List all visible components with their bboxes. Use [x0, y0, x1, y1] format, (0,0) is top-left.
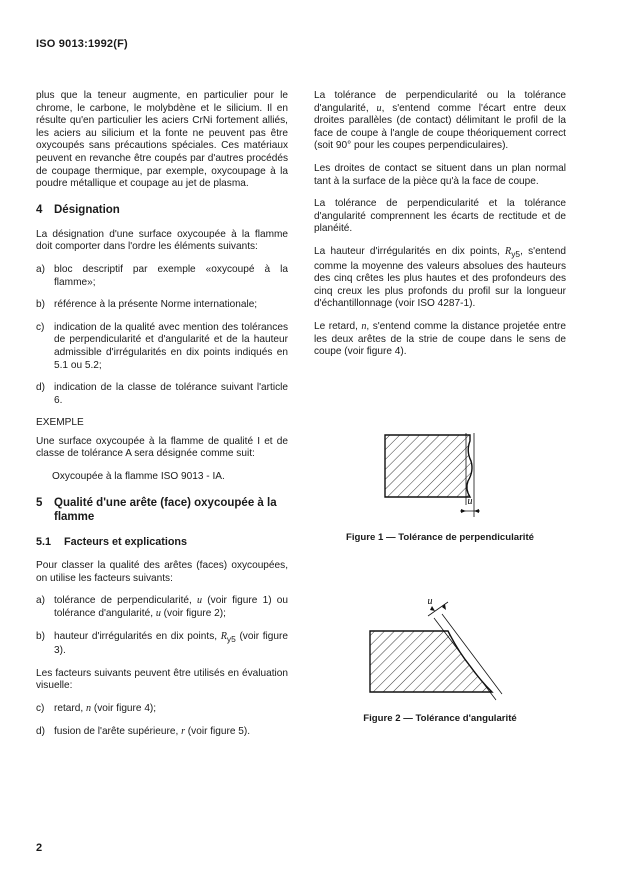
visual-intro: Les facteurs suivants peuvent être utilisés en évaluation visuelle:: [36, 667, 288, 692]
subsection-5-1-heading: [36, 536, 288, 549]
list-label: a): [36, 263, 45, 275]
section-title: Qualité d'une arête (face) oxycoupée à la flamme: [54, 496, 277, 523]
list-item: [36, 322, 288, 372]
list-label: c): [36, 321, 45, 333]
list-label: d): [36, 725, 45, 737]
list-text: tolérance de perpendicularité, u (voir figure 1) ou tolérance d'angularité, u (voir figure 2);: [54, 595, 289, 620]
list-label: c): [36, 703, 45, 715]
workpiece-section: [385, 435, 472, 497]
section-4-intro: La désignation d'une surface oxycoupée à la flamme doit comporter dans l'ordre les éléments suivants:: [36, 228, 288, 253]
list-item: [36, 726, 288, 739]
right-column: [314, 90, 566, 369]
figure-2-diagram: [350, 596, 530, 706]
example-text: Une surface oxycoupée à la flamme de qualité I et de classe de tolérance A sera désignée comme suit:: [36, 435, 288, 460]
section-title: Désignation: [54, 203, 120, 216]
paragraph-contact-lines: Les droites de contact se situent dans un plan normal tant à la surface de la pièce qu'à la face de coupe.: [314, 162, 566, 187]
list-item: [36, 264, 288, 289]
subsection-title: Facteurs et explications: [64, 535, 188, 548]
section-number: 5: [36, 496, 43, 509]
paragraph-drag: Le retard, n, s'entend comme la distance projetée entre les deux arêtes de la strie de coupe dans le sens de coupe (voir figure 4).: [314, 320, 566, 358]
list-label: d): [36, 382, 45, 394]
page-number: 2: [36, 842, 43, 854]
example-designation: Oxycoupée à la flamme ISO 9013 - IA.: [52, 471, 225, 483]
arrow-head: [474, 509, 479, 513]
list-text: fusion de l'arête supérieure, r (voir figure 5).: [54, 725, 251, 737]
intro-paragraph: plus que la teneur augmente, en particulier pour le chrome, le carbone, le molybdène et le silicium. Il en résulte qu'en particulier les aciers CrNi fortement alliés, les aciers au silicium et la fonte ne peuvent pas être oxycoupés sans précautions spéciales. Ces matériaux peuvent en revanche être coupés par d'autres procédés de coupage thermique, par exemple, oxycoupage à la poudre métallique et coupage au jet de plasma.: [36, 90, 288, 190]
list-item: [36, 703, 288, 716]
section-number: 4: [36, 203, 43, 216]
figure-1-caption: Figure 1 — Tolérance de perpendicularité: [345, 532, 534, 543]
list-item: [36, 382, 288, 407]
figure-1-diagram: [360, 425, 510, 525]
list-item: [36, 299, 288, 312]
subsection-number: 5.1: [36, 535, 52, 548]
list-text: référence à la présente Norme internationale;: [54, 299, 258, 311]
example-label: EXEMPLE: [36, 417, 84, 429]
list-label: b): [36, 299, 45, 311]
figure-2-caption: Figure 2 — Tolérance d'angularité: [363, 713, 517, 724]
list-label: b): [36, 630, 45, 642]
left-column: [36, 90, 288, 748]
dimension-label: u: [427, 596, 433, 607]
paragraph-irregularity-height: La hauteur d'irrégularités en dix points, $R_{y5}$, s'entend comme la moyenne des valeurs absolues des hauteurs des cinq crêtes les plus hautes et des profondeurs des cinq creux les plus profonds du profil sur la longueur d'échantillonnage (voir ISO 4287-1).: [314, 245, 566, 310]
workpiece-section: [370, 631, 492, 692]
list-text: retard, n (voir figure 4);: [54, 703, 157, 715]
list-text: bloc descriptif par exemple «oxycoupé à la flamme»;: [54, 263, 288, 288]
section-5-intro: Pour classer la qualité des arêtes (faces) oxycoupées, on utilise les facteurs suivants:: [36, 560, 288, 584]
arrow-head: [461, 509, 466, 513]
section-4-heading: [36, 203, 288, 217]
page-header: ISO 9013:1992(F): [36, 38, 128, 50]
list-item: [36, 631, 288, 658]
list-text: hauteur d'irrégularités en dix points, $R_{y5}$ (voir figure 3).: [54, 630, 288, 657]
dimension-label: u: [467, 496, 473, 507]
section-5-heading: [36, 496, 288, 524]
paragraph-tolerance-definition: La tolérance de perpendicularité ou la tolérance d'angularité, u, s'entend comme l'écart entre deux droites parallèles (de contact) délimitant le profil de la face de coupe à l'angle de coupe théoriquement correct (soit 90° pour les coupes perpendiculaires).: [314, 90, 566, 152]
list-item: [36, 595, 288, 620]
paragraph-tolerance-scope: La tolérance de perpendicularité et la tolérance d'angularité comprennent les écarts de rectitude et de planéité.: [314, 198, 566, 235]
list-text: indication de la classe de tolérance suivant l'article 6.: [54, 382, 288, 406]
list-label: a): [36, 595, 45, 607]
list-text: indication de la qualité avec mention des tolérances de perpendicularité et d'angularité et de la hauteur admissible d'irrégularités en dix points indiqués en 5.1 ou 5.2;: [54, 321, 288, 371]
